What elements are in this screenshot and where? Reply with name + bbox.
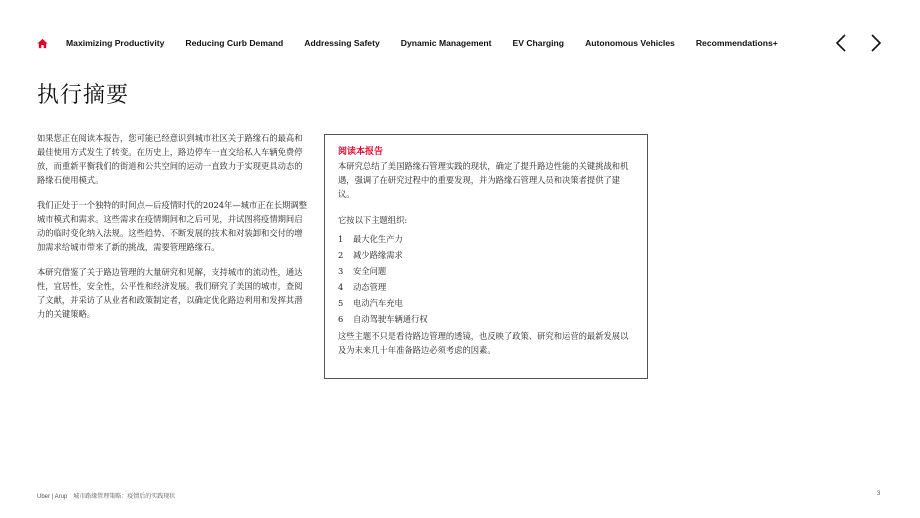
list-item	[338, 247, 634, 263]
top-nav	[37, 33, 799, 53]
topic-number: 5	[338, 298, 344, 308]
nav-item-ev-charging[interactable]: EV Charging	[512, 38, 565, 48]
topic-number: 3	[338, 266, 344, 276]
footer-report-title: 城市路缘管理策略：疫情后的实践现状	[73, 494, 176, 500]
chevron-left-icon[interactable]	[834, 33, 848, 53]
topic-list	[338, 231, 634, 327]
nav-item-autonomous-vehicles[interactable]: Autonomous Vehicles	[585, 38, 675, 48]
list-item	[338, 231, 634, 247]
paragraph: 本研究借鉴了关于路边管理的大量研究和见解，支持城市的流动性，通达性，宜居性，安全性，公平性和经济发展。我们研究了美国的城市，查阅了文献，并采访了从业者和政策制定者，以确定优化路边利用和发挥其潜力的关键策略。	[37, 267, 303, 319]
list-item	[338, 279, 634, 295]
topic-number: 1	[338, 234, 344, 244]
box-lead: 它按以下主题组织:	[338, 215, 408, 225]
nav-item-maximizing-productivity[interactable]: Maximizing Productivity	[66, 38, 165, 48]
home-icon[interactable]	[37, 37, 49, 49]
box-closing: 这些主题不只是看待路边管理的透镜，也反映了政策、研究和运营的最新发展以及为未来几十年准备路边必须考虑的因素。	[338, 331, 629, 355]
box-intro: 本研究总结了美国路缘石管理实践的现状，确定了提升路边性能的关键挑战和机遇，强调了在研究过程中的重要发现，并为路缘石管理人员和决策者提供了建议。	[338, 161, 629, 199]
list-item	[338, 295, 634, 311]
paragraph: 如果您正在阅读本报告，您可能已经意识到城市社区关于路缘石的最高和最佳使用方式发生了转变。在历史上，路边停车一直交给私人车辆免费停放，而重新平衡我们的街道和公共空间的运动一直致力于实现更具动态的路缘石使用模式。	[37, 133, 303, 185]
topic-label: 最大化生产力	[353, 234, 403, 244]
topic-number: 6	[338, 314, 344, 324]
body-text	[37, 131, 309, 332]
list-item	[338, 311, 634, 327]
topic-label: 动态管理	[353, 282, 387, 292]
list-item	[338, 263, 634, 279]
paragraph: 我们正处于一个独特的时间点—后疫情时代的2024年—城市正在长期调整城市模式和需求。这些需求在疫情期间和之后可见，并试图将疫情期间启动的临时变化纳入法规。这些趋势、不断发展的技术和对装卸和交付的增加需求给城市带来了新的挑战，需要管理路缘石。	[37, 200, 308, 252]
topic-label: 安全问题	[353, 266, 387, 276]
nav-item-dynamic-management[interactable]: Dynamic Management	[400, 38, 492, 48]
nav-item-recommendations[interactable]: Recommendations+	[695, 38, 778, 48]
nav-item-reducing-curb-demand[interactable]: Reducing Curb Demand	[185, 38, 284, 48]
topic-label: 减少路缘需求	[353, 250, 403, 260]
nav-item-addressing-safety[interactable]: Addressing Safety	[304, 38, 380, 48]
page-number: 3	[877, 491, 881, 497]
page-title: 执行摘要	[37, 83, 130, 108]
chevron-right-icon[interactable]	[869, 33, 883, 53]
topic-number: 2	[338, 250, 344, 260]
footer	[37, 491, 175, 500]
topic-label: 电动汽车充电	[353, 298, 403, 308]
reading-guide-box	[324, 134, 648, 379]
topic-number: 4	[338, 282, 344, 292]
box-title: 阅读本报告	[338, 147, 384, 157]
topic-label: 自动驾驶车辆通行权	[353, 314, 428, 324]
footer-brand: Uber | Arup	[37, 494, 68, 500]
